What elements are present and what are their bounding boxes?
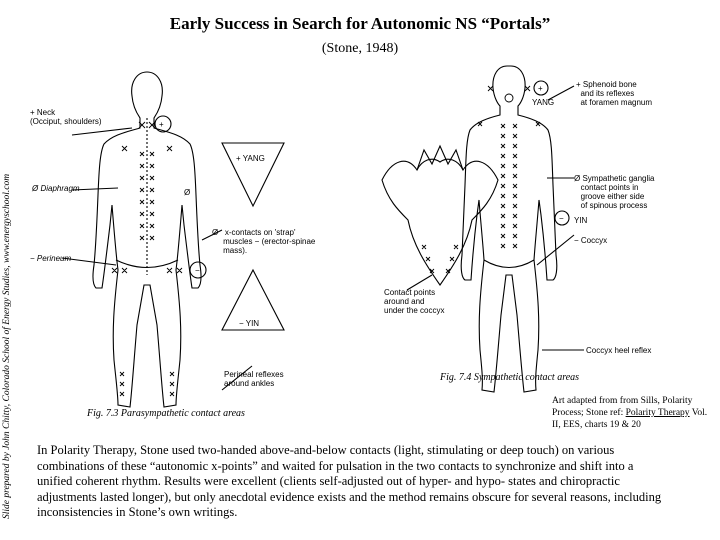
- null-symbol-left: Ø: [184, 188, 191, 197]
- plus-symbol-right: +: [538, 84, 543, 93]
- label-coccyx: − Coccyx: [574, 236, 608, 245]
- label-yang-back: YANG: [532, 98, 555, 107]
- label-coccyx-points: Contact points around and under the coccyx: [384, 288, 445, 315]
- plus-symbol-left: +: [159, 120, 164, 129]
- diagram-drawing: [22, 60, 712, 420]
- label-neck: + Neck (Occiput, shoulders): [30, 108, 102, 126]
- side-credit: Slide prepared by John Chitty, Colorado School of Energy Studies, www.energyschool.com: [2, 173, 12, 519]
- page-subtitle: (Stone, 1948): [321, 41, 399, 56]
- x-points-right: [478, 86, 540, 248]
- label-sympathetic-ganglia: Ø Sympathetic ganglia contact points in groove either side of spinous process: [574, 174, 655, 210]
- attribution-prefix: Art adapted from from Sills, Polarity Process; Stone ref:: [552, 396, 693, 418]
- label-diaphragm: Ø Diaphragm: [32, 184, 80, 193]
- yang-triangle: [222, 143, 284, 206]
- label-coccyx-heel: Coccyx heel reflex: [586, 346, 652, 355]
- label-yang-triangle: + YANG: [236, 154, 265, 163]
- figure-caption-7-4: Fig. 7.4 Sympathetic contact areas: [440, 372, 580, 383]
- minus-symbol-left: −: [195, 266, 200, 275]
- label-x-contacts: Ø x-contacts on 'strap' muscles − (erector-spinae mass).: [212, 228, 316, 255]
- page-title: Early Success in Search for Autonomic NS “Portals”: [169, 14, 551, 33]
- attribution-suffix: Vol. II, EES, charts 19 & 20: [552, 408, 708, 430]
- figure-caption-7-3: Fig. 7.3 Parasympathetic contact areas: [87, 408, 245, 419]
- body-outline-right: [461, 66, 557, 392]
- label-perineal-reflexes: Perineal reflexes around ankles: [224, 370, 284, 388]
- label-perineum: − Perineum: [30, 254, 72, 263]
- label-sphenoid: + Sphenoid bone and its reflexes at foramen magnum: [576, 80, 653, 107]
- attribution-ref-title: Polarity Therapy: [625, 408, 690, 418]
- minus-symbol-right: −: [559, 214, 564, 223]
- label-yin-triangle: − YIN: [239, 319, 260, 328]
- art-attribution: [552, 395, 712, 431]
- autonomic-contact-diagram: [22, 60, 712, 420]
- body-paragraph: In Polarity Therapy, Stone used two-handed above-and-below contacts (light, stimulating or deep touch) on various combinations of these “autonomic x-points” and waited for pulsation in the two contacts to synchronize and shift into a unified coherent rhythm. Results were excellent (clients self-adjusted out of hyper- and hypo- states and chiropractic adjustments lasted longer), but only anecdotal evidence exists and the method remains obscure for several reasons, including inconsistencies in Stone’s own writings.: [37, 443, 662, 519]
- label-yin-back: YIN: [574, 216, 588, 225]
